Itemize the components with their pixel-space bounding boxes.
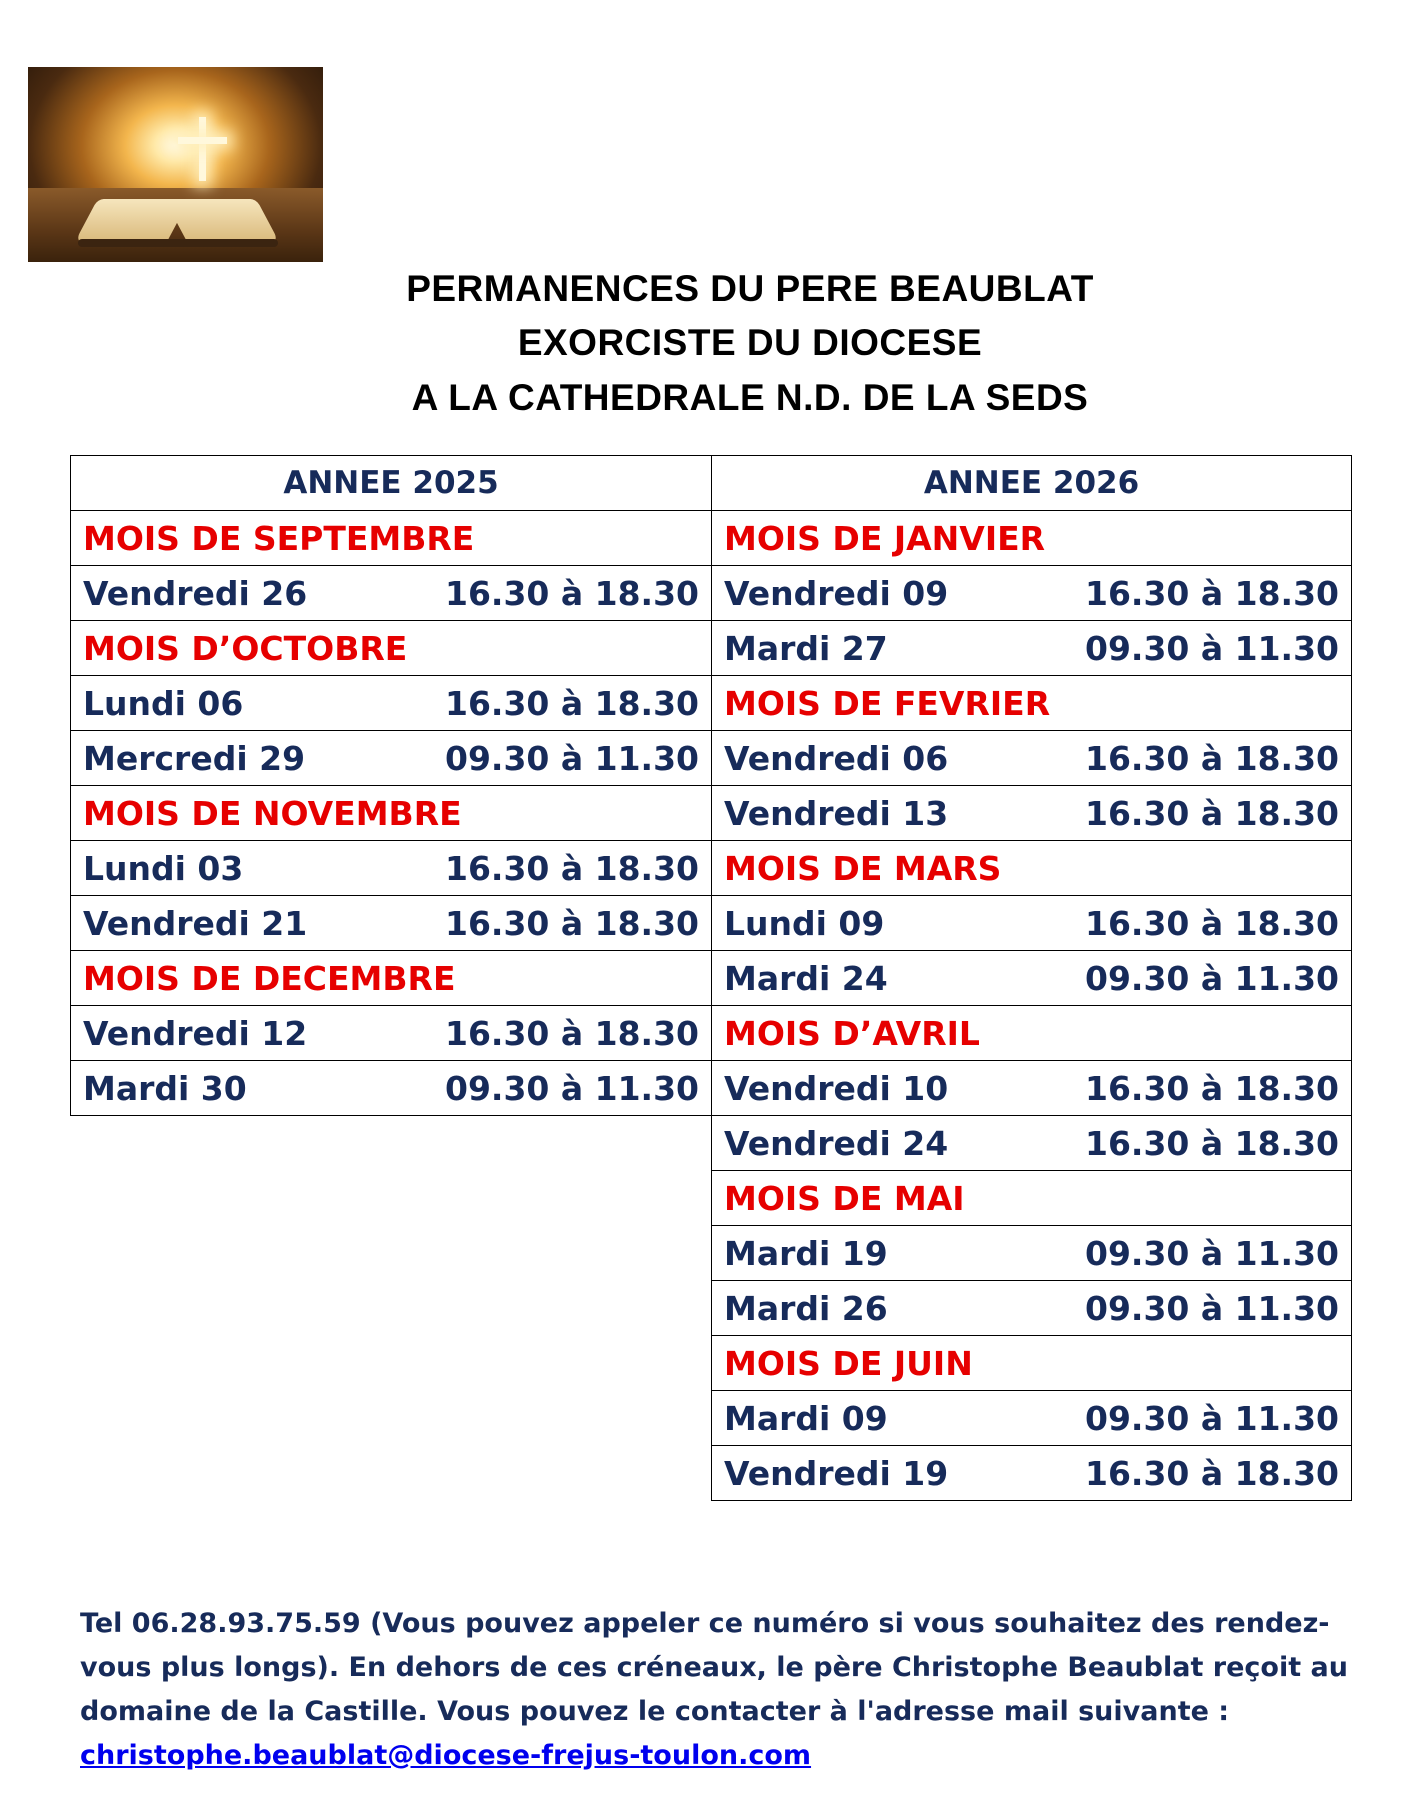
cross-icon: [199, 117, 206, 181]
month-heading-row: [712, 1006, 1352, 1061]
table-header-row: [712, 456, 1352, 511]
month-heading: MOIS DE MAI: [712, 1171, 1352, 1226]
table-row: [712, 951, 1352, 1006]
slot-time: 09.30 à 11.30: [1084, 1398, 1339, 1438]
month-heading-row: [71, 951, 712, 1006]
table-row: [71, 566, 712, 621]
table-row: [712, 1061, 1352, 1116]
month-heading-row: [71, 511, 712, 566]
slot-time: 16.30 à 18.30: [444, 903, 699, 943]
contact-email-link[interactable]: christophe.beaublat@diocese-frejus-toulon.com: [80, 1740, 812, 1771]
slot-day: Lundi 09: [724, 903, 885, 943]
month-heading-row: [712, 1336, 1352, 1391]
slot-time: 16.30 à 18.30: [444, 683, 699, 723]
slot-cell: [71, 1006, 712, 1061]
month-heading: MOIS D’OCTOBRE: [71, 621, 712, 676]
slot-cell: [712, 896, 1352, 951]
slot-time: 16.30 à 18.30: [1084, 1123, 1339, 1163]
cross-icon-bar: [178, 137, 227, 144]
year-header-2026: ANNEE 2026: [712, 456, 1352, 511]
slot-time: 16.30 à 18.30: [444, 848, 699, 888]
month-heading-row: [712, 511, 1352, 566]
month-heading: MOIS D’AVRIL: [712, 1006, 1352, 1061]
title-line-2: EXORCISTE DU DIOCESE: [517, 322, 983, 363]
table-row: [71, 1006, 712, 1061]
table-row: [712, 896, 1352, 951]
month-heading: MOIS DE MARS: [712, 841, 1352, 896]
slot-cell: [712, 1446, 1352, 1501]
slot-cell: [712, 1116, 1352, 1171]
month-heading-row: [712, 841, 1352, 896]
table-header-row: [71, 456, 712, 511]
table-row: [71, 1061, 712, 1116]
slot-time: 09.30 à 11.30: [1084, 1288, 1339, 1328]
contact-text: Tel 06.28.93.75.59 (Vous pouvez appeler ce numéro si vous souhaitez des rendez-vous plus longs). En dehors de ces créneaux, le père Christophe Beaublat reçoit au domaine de la Castille. Vous pouvez le contacter à l'adresse mail suivante :: [80, 1608, 1348, 1727]
slot-cell: [712, 1061, 1352, 1116]
slot-day: Vendredi 09: [724, 573, 949, 613]
month-heading: MOIS DE JUIN: [712, 1336, 1352, 1391]
year-header-2025: ANNEE 2025: [71, 456, 712, 511]
contact-paragraph: [80, 1602, 1360, 1778]
month-heading: MOIS DE DECEMBRE: [71, 951, 712, 1006]
slot-cell: [712, 951, 1352, 1006]
month-heading-row: [71, 621, 712, 676]
slot-cell: [712, 1226, 1352, 1281]
slot-day: Mardi 09: [724, 1398, 888, 1438]
slot-day: Lundi 03: [83, 848, 244, 888]
slot-cell: [71, 841, 712, 896]
table-row: [712, 621, 1352, 676]
slot-day: Vendredi 21: [83, 903, 308, 943]
month-heading: MOIS DE JANVIER: [712, 511, 1352, 566]
slot-cell: [71, 566, 712, 621]
slot-day: Vendredi 10: [724, 1068, 949, 1108]
schedule-table-2026: [711, 455, 1352, 1501]
slot-day: Vendredi 19: [724, 1453, 949, 1493]
table-row: [71, 731, 712, 786]
slot-time: 16.30 à 18.30: [1084, 903, 1339, 943]
book-spine: [78, 239, 278, 247]
slot-time: 09.30 à 11.30: [444, 1068, 699, 1108]
slot-day: Mercredi 29: [83, 738, 306, 778]
month-heading-row: [712, 676, 1352, 731]
slot-day: Vendredi 26: [83, 573, 308, 613]
slot-day: Mardi 27: [724, 628, 888, 668]
table-row: [71, 896, 712, 951]
slot-time: 16.30 à 18.30: [444, 573, 699, 613]
slot-cell: [712, 786, 1352, 841]
month-heading: MOIS DE SEPTEMBRE: [71, 511, 712, 566]
table-row: [712, 1116, 1352, 1171]
schedule-table-2025: [70, 455, 712, 1116]
slot-time: 09.30 à 11.30: [444, 738, 699, 778]
slot-day: Mardi 24: [724, 958, 888, 998]
table-row: [712, 1391, 1352, 1446]
table-row: [712, 731, 1352, 786]
slot-day: Lundi 06: [83, 683, 244, 723]
slot-time: 09.30 à 11.30: [1084, 1233, 1339, 1273]
table-row: [712, 1446, 1352, 1501]
slot-time: 09.30 à 11.30: [1084, 628, 1339, 668]
slot-cell: [712, 731, 1352, 786]
table-row: [71, 841, 712, 896]
slot-cell: [71, 896, 712, 951]
cross-bible-image: [28, 67, 323, 262]
slot-day: Vendredi 24: [724, 1123, 949, 1163]
slot-day: Mardi 26: [724, 1288, 888, 1328]
month-heading-row: [71, 786, 712, 841]
slot-day: Mardi 30: [83, 1068, 247, 1108]
slot-cell: [71, 731, 712, 786]
slot-cell: [71, 1061, 712, 1116]
month-heading: MOIS DE FEVRIER: [712, 676, 1352, 731]
slot-time: 16.30 à 18.30: [1084, 1453, 1339, 1493]
slot-time: 16.30 à 18.30: [1084, 738, 1339, 778]
slot-day: Vendredi 13: [724, 793, 949, 833]
slot-day: Vendredi 12: [83, 1013, 308, 1053]
slot-time: 16.30 à 18.30: [1084, 1068, 1339, 1108]
table-row: [712, 1226, 1352, 1281]
table-row: [71, 676, 712, 731]
table-row: [712, 786, 1352, 841]
table-row: [712, 566, 1352, 621]
slot-time: 09.30 à 11.30: [1084, 958, 1339, 998]
month-heading-row: [712, 1171, 1352, 1226]
slot-cell: [71, 676, 712, 731]
slot-cell: [712, 621, 1352, 676]
table-row: [712, 1281, 1352, 1336]
title-line-1: PERMANENCES DU PERE BEAUBLAT: [406, 268, 1094, 309]
slot-cell: [712, 566, 1352, 621]
month-heading: MOIS DE NOVEMBRE: [71, 786, 712, 841]
slot-time: 16.30 à 18.30: [1084, 793, 1339, 833]
slot-cell: [712, 1391, 1352, 1446]
slot-time: 16.30 à 18.30: [1084, 573, 1339, 613]
slot-day: Mardi 19: [724, 1233, 888, 1273]
slot-time: 16.30 à 18.30: [444, 1013, 699, 1053]
title-line-3: A LA CATHEDRALE N.D. DE LA SEDS: [411, 377, 1089, 418]
slot-cell: [712, 1281, 1352, 1336]
slot-day: Vendredi 06: [724, 738, 949, 778]
